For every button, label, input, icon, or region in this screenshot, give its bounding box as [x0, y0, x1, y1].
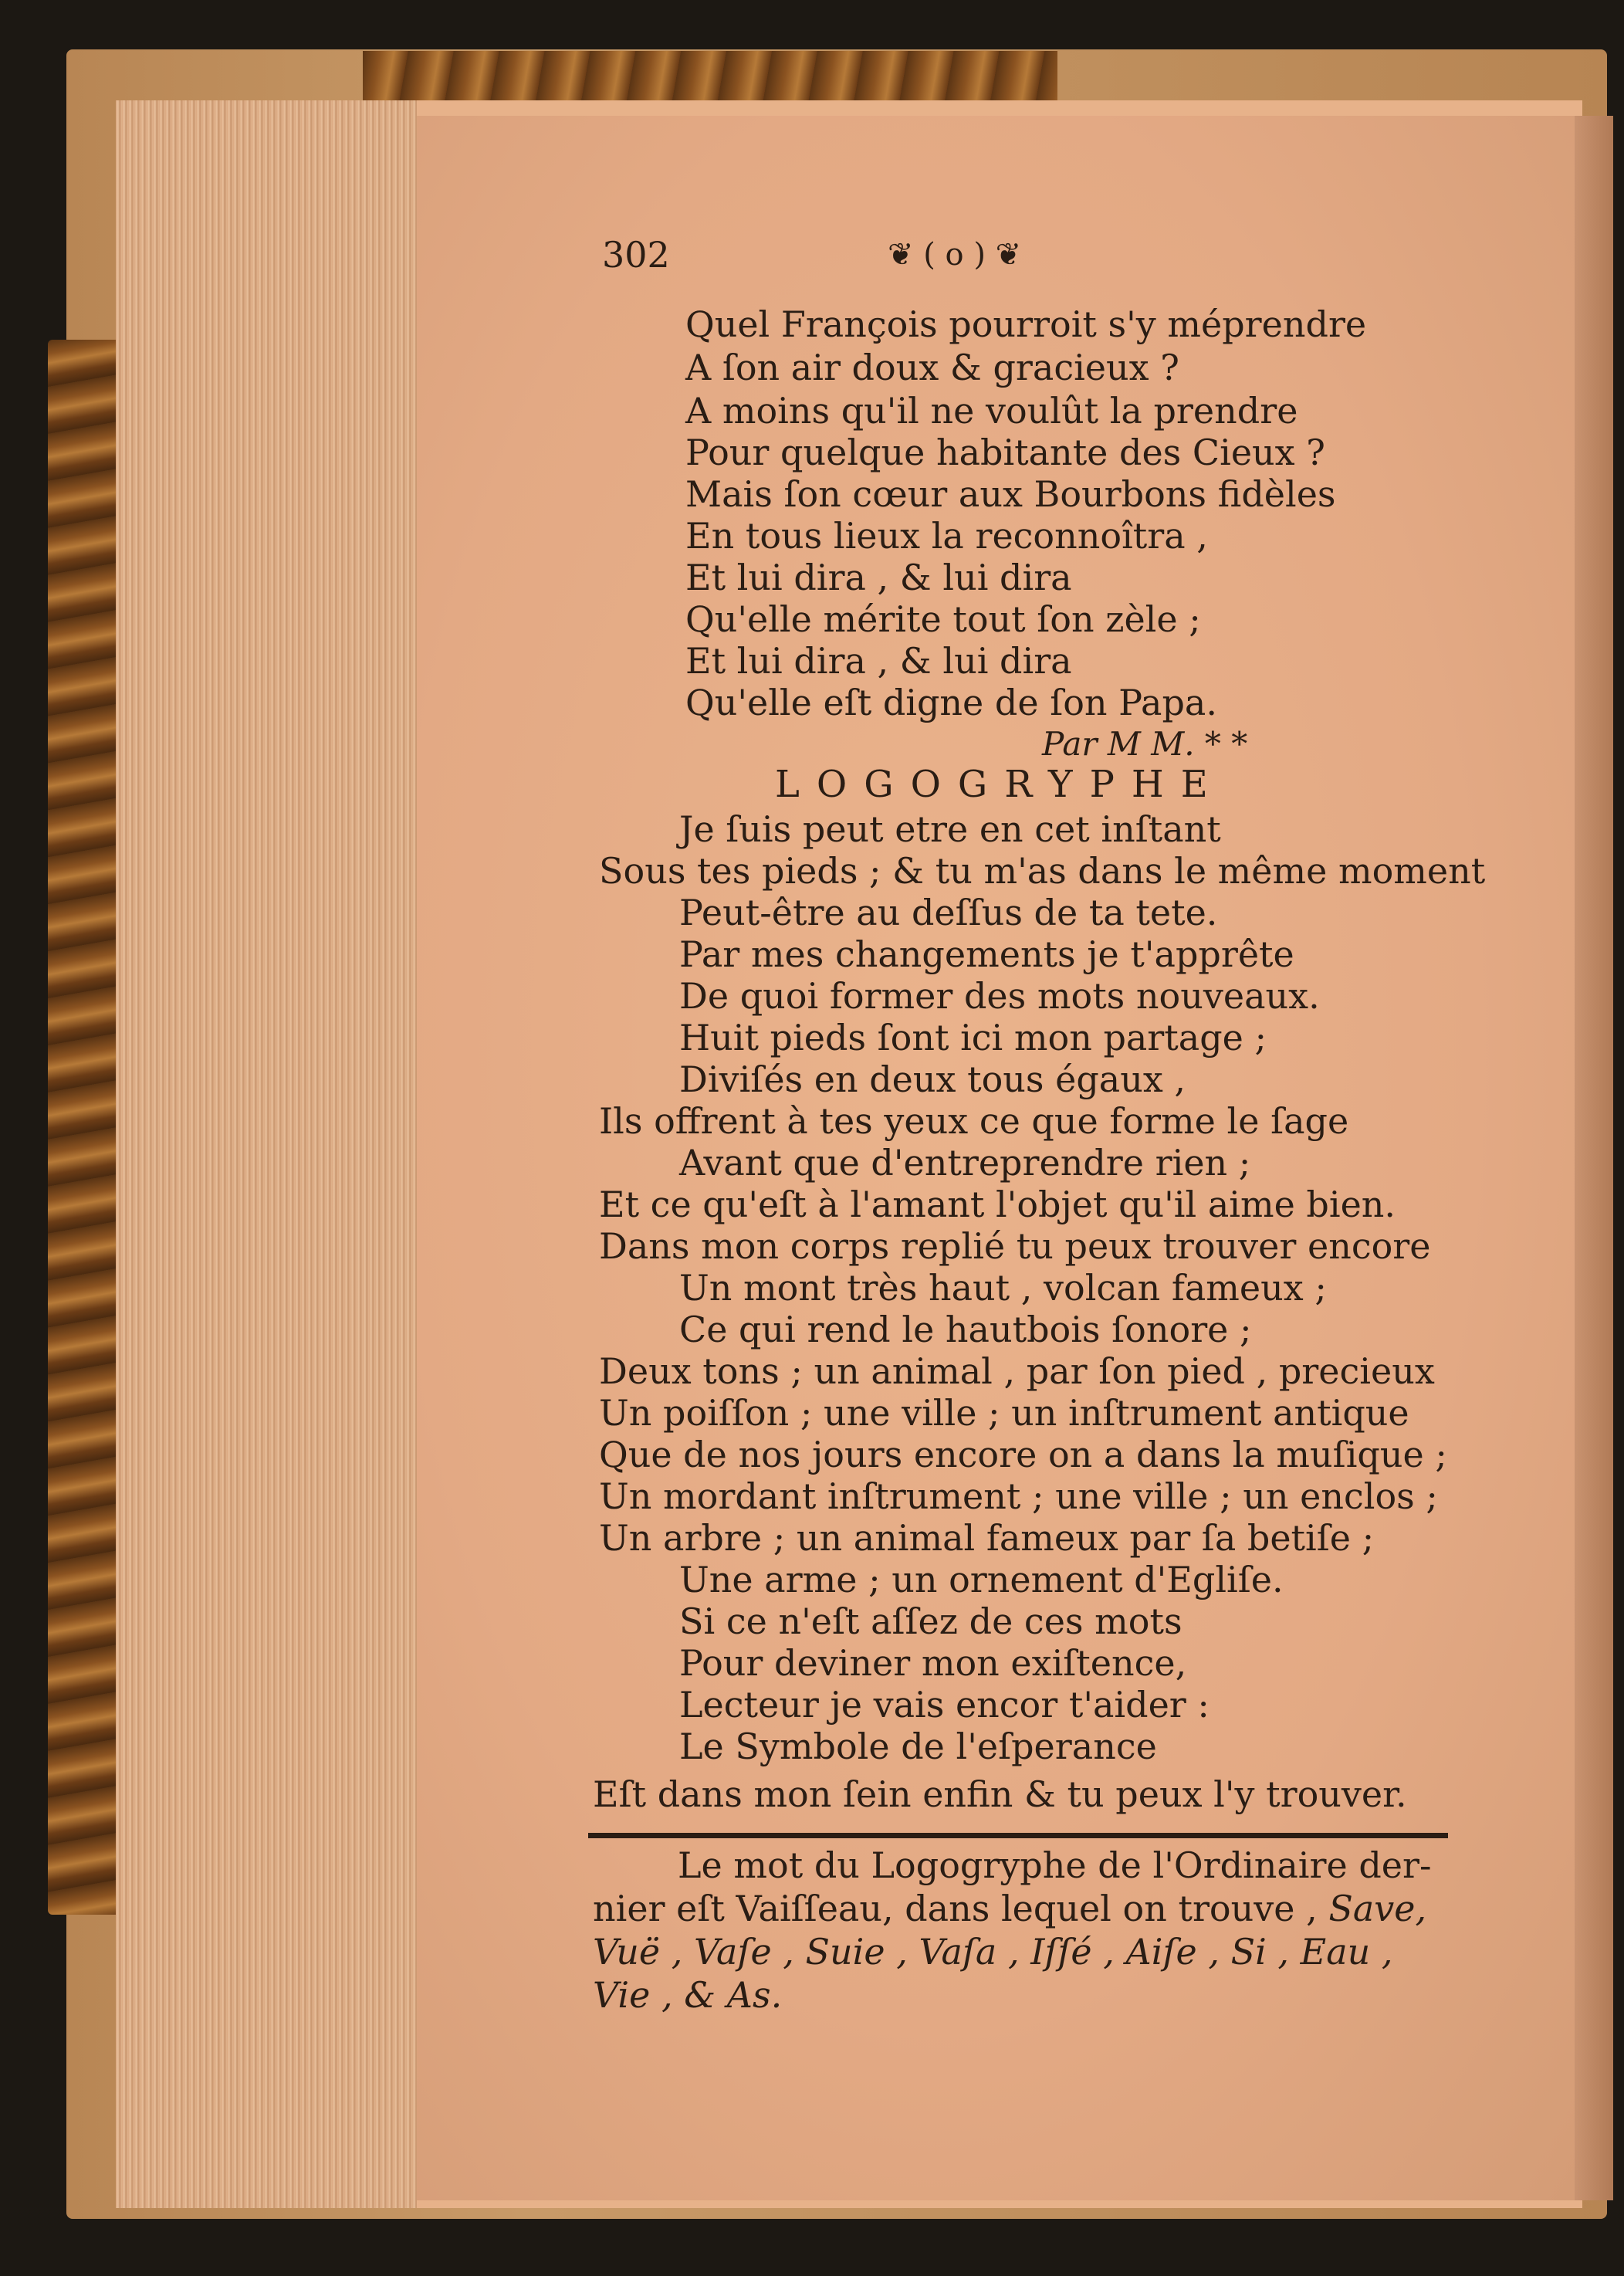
logogryphe-line: Eſt dans mon ſein enfin & tu peux l'y trouver.: [593, 1773, 1407, 1815]
logogryphe-line: De quoi former des mots nouveaux.: [679, 975, 1320, 1017]
logogryphe-line: Je ſuis peut etre en cet inſtant: [679, 808, 1221, 850]
poem-line: Quel François pourroit s'y méprendre: [685, 303, 1367, 345]
running-head: ❦ ( o ) ❦: [888, 237, 1022, 273]
logogryphe-line: Le Symbole de l'eſperance: [679, 1726, 1157, 1767]
answer-line: Le mot du Logogryphe de l'Ordinaire der-: [678, 1844, 1432, 1886]
poem-line: En tous lieux la reconnoîtra ,: [685, 515, 1208, 557]
logogryphe-line: Un mordant inſtrument ; une ville ; un enclos ;: [599, 1475, 1438, 1517]
poem-line: Et lui dira , & lui dira: [685, 640, 1072, 682]
poem-line: Qu'elle mérite tout ſon zèle ;: [685, 598, 1201, 640]
poem-line: Qu'elle eſt digne de ſon Papa.: [685, 682, 1217, 723]
logogryphe-line: Dans mon corps replié tu peux trouver encore: [599, 1225, 1431, 1267]
logogryphe-line: Deux tons ; un animal , par ſon pied , precieux: [599, 1350, 1435, 1392]
logogryphe-line: Que de nos jours encore on a dans la muſique ;: [599, 1434, 1447, 1475]
answer-line: Vuë , Vaſe , Suie , Vaſa , Iſſé , Aiſe , Si , Eau ,: [593, 1931, 1393, 1973]
poem-line: A ſon air doux & gracieux ?: [685, 347, 1179, 388]
answer-line: [593, 1887, 1426, 1930]
logogryphe-line: Peut-être au deſſus de ta tete.: [679, 892, 1218, 933]
logogryphe-line: Et ce qu'eſt à l'amant l'objet qu'il aime bien.: [599, 1184, 1396, 1225]
logogryphe-line: Un mont très haut , volcan fameux ;: [679, 1267, 1327, 1309]
poem-line: Et lui dira , & lui dira: [685, 557, 1072, 598]
logogryphe-line: Avant que d'entreprendre rien ;: [679, 1142, 1251, 1184]
logogryphe-line: Si ce n'eſt aſſez de ces mots: [679, 1600, 1182, 1642]
logogryphe-line: Ce qui rend le hautbois ſonore ;: [679, 1309, 1252, 1350]
logogryphe-line: Diviſés en deux tous égaux ,: [679, 1058, 1186, 1100]
logogryphe-line: Pour deviner mon exiſtence,: [679, 1642, 1187, 1684]
page-number: 302: [602, 234, 670, 276]
answer-word: Save,: [1328, 1888, 1427, 1929]
logogryphe-line: Huit pieds ſont ici mon partage ;: [679, 1017, 1267, 1058]
poem-line: Mais ſon cœur aux Bourbons fidèles: [685, 473, 1336, 515]
logogryphe-line: Un poiſſon ; une ville ; un inſtrument antique: [599, 1392, 1409, 1434]
logogryphe-line: Un arbre ; un animal fameux par ſa betiſe ;: [599, 1517, 1375, 1559]
logogryphe-line: Une arme ; un ornement d'Egliſe.: [679, 1559, 1284, 1600]
poem-line: A moins qu'il ne voulût la prendre: [685, 390, 1298, 432]
poem-line: Pour quelque habitante des Cieux ?: [685, 432, 1325, 473]
signature: Par M M. * *: [1042, 725, 1248, 763]
section-rule: [588, 1833, 1448, 1838]
logogryphe-line: Lecteur je vais encor t'aider :: [679, 1684, 1210, 1726]
answer-line: Vie , & As.: [593, 1974, 783, 2016]
logogryphe-line: Sous tes pieds ; & tu m'as dans le même moment: [599, 850, 1486, 892]
logogryphe-line: Par mes changements je t'apprête: [679, 933, 1294, 975]
section-title: LOGOGRYPHE: [775, 763, 1225, 806]
answer-text: nier eſt Vaiſſeau, dans lequel on trouve ,: [593, 1888, 1318, 1929]
logogryphe-line: Ils offrent à tes yeux ce que forme le ſage: [599, 1100, 1349, 1142]
